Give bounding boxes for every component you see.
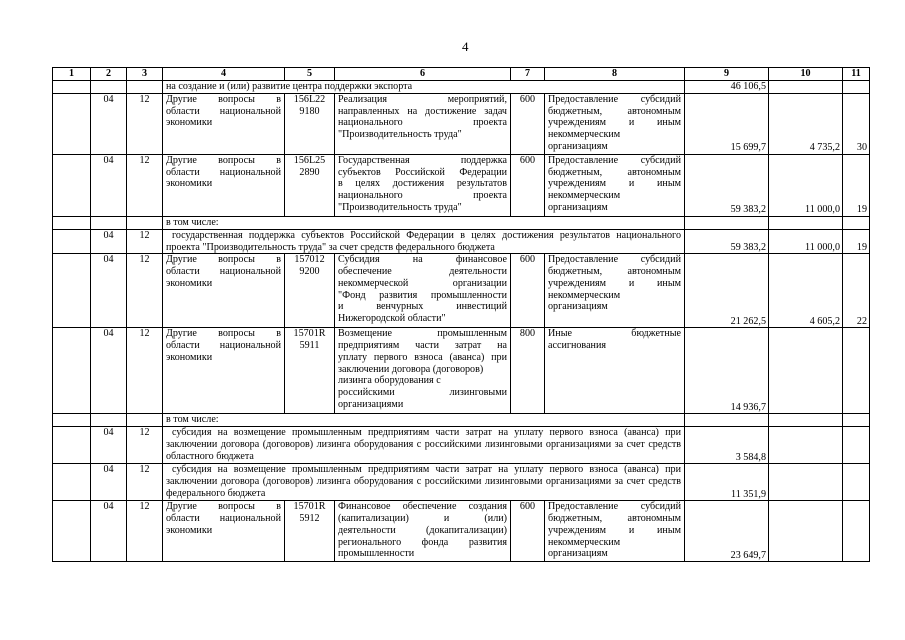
table-row	[53, 414, 870, 427]
cell-empty	[53, 230, 91, 254]
target-article: 156L22 9180	[285, 94, 335, 155]
cell-empty	[53, 427, 91, 464]
subsection-code: 12	[127, 94, 163, 155]
expense-type-code: 800	[511, 328, 545, 414]
header-cell: 11	[843, 68, 870, 81]
detail-text: субсидия на возмещение промышленным предприятиям части затрат на уплату первого взноса (аванса) при заключении договора (договоров) лизинга оборудования с российскими лизинговыми организациями за счет средств областного бюджета	[163, 427, 685, 464]
cell-empty	[53, 254, 91, 328]
amount-col10	[769, 328, 843, 414]
target-article-name: Реализация мероприятий, направленных на достижение задач национального проекта "Производительность труда"	[335, 94, 511, 155]
amount-col11	[843, 328, 870, 414]
amount-col11	[843, 501, 870, 562]
amount-col11	[843, 427, 870, 464]
header-cell: 3	[127, 68, 163, 81]
cell-empty	[53, 501, 91, 562]
table-row	[53, 328, 870, 414]
amount-col9	[685, 217, 769, 230]
amount-col9	[685, 414, 769, 427]
amount-col11: 19	[843, 155, 870, 217]
section-code: 04	[91, 328, 127, 414]
amount-col10	[769, 217, 843, 230]
subsection-code: 12	[127, 328, 163, 414]
cell-empty	[53, 464, 91, 501]
section-name: Другие вопросы в области национальной экономики	[163, 94, 285, 155]
expense-type-name: Иные бюджетные ассигнования	[545, 328, 685, 414]
amount-col9: 15 699,7	[685, 94, 769, 155]
cell-empty	[53, 414, 91, 427]
target-article-name: Возмещение промышленным предприятиям части затрат на уплату первого взноса (аванса) при заключении договора (договоров) лизинга оборудования с российскими лизинговыми организациями	[335, 328, 511, 414]
amount-col11: 22	[843, 254, 870, 328]
table-row	[53, 501, 870, 562]
subsection-code: 12	[127, 427, 163, 464]
header-cell: 5	[285, 68, 335, 81]
note-text: на создание и (или) развитие центра поддержки экспорта	[163, 81, 685, 94]
section-code: 04	[91, 155, 127, 217]
amount-col9: 3 584,8	[685, 427, 769, 464]
subsection-code: 12	[127, 230, 163, 254]
table-row	[53, 155, 870, 217]
amount-col10: 4 735,2	[769, 94, 843, 155]
section-code: 04	[91, 230, 127, 254]
target-article-name: Финансовое обеспечение создания (капитализации) и (или) деятельности (докапитализации) регионального фонда развития промышленности	[335, 501, 511, 562]
table-row	[53, 427, 870, 464]
cell-empty	[127, 217, 163, 230]
expense-type-code: 600	[511, 501, 545, 562]
expense-type-name: Предоставление субсидий бюджетным, автономным учреждениям и иным некоммерческим организациям	[545, 155, 685, 217]
amount-col11	[843, 217, 870, 230]
page-number: 4	[462, 39, 469, 54]
subsection-code: 12	[127, 254, 163, 328]
subsection-code: 12	[127, 155, 163, 217]
cell-empty	[53, 328, 91, 414]
section-code: 04	[91, 254, 127, 328]
subsection-code: 12	[127, 464, 163, 501]
subsection-code: 12	[127, 501, 163, 562]
table-row	[53, 464, 870, 501]
cell-empty	[53, 217, 91, 230]
target-article: 15701R 5912	[285, 501, 335, 562]
table-row	[53, 81, 870, 94]
cell-empty	[53, 81, 91, 94]
amount-col11: 19	[843, 230, 870, 254]
amount-col10: 4 605,2	[769, 254, 843, 328]
header-cell: 9	[685, 68, 769, 81]
detail-text: субсидия на возмещение промышленным предприятиям части затрат на уплату первого взноса (аванса) при заключении договора (договоров) лизинга оборудования с российскими лизинговыми организациями за счет средств федерального бюджета	[163, 464, 685, 501]
expense-type-name: Предоставление субсидий бюджетным, автономным учреждениям и иным некоммерческим организациям	[545, 254, 685, 328]
amount-col9: 46 106,5	[685, 81, 769, 94]
cell-empty	[53, 94, 91, 155]
amount-col11	[843, 464, 870, 501]
amount-col11	[843, 81, 870, 94]
amount-col11: 30	[843, 94, 870, 155]
detail-text: государственная поддержка субъектов Российской Федерации в целях достижения результатов национального проекта "Производительность труда" за счет средств федерального бюджета	[163, 230, 685, 254]
amount-col9: 59 383,2	[685, 230, 769, 254]
target-article-name: Государственная поддержка субъектов Российской Федерации в целях достижения результатов национального проекта "Производительность труда"	[335, 155, 511, 217]
amount-col9: 11 351,9	[685, 464, 769, 501]
amount-col10	[769, 464, 843, 501]
amount-col10: 11 000,0	[769, 155, 843, 217]
cell-empty	[91, 217, 127, 230]
amount-col9: 59 383,2	[685, 155, 769, 217]
amount-col9: 23 649,7	[685, 501, 769, 562]
table-row	[53, 254, 870, 328]
expense-type-name: Предоставление субсидий бюджетным, автономным учреждениям и иным некоммерческим организациям	[545, 501, 685, 562]
header-cell: 7	[511, 68, 545, 81]
expense-type-name: Предоставление субсидий бюджетным, автономным учреждениям и иным некоммерческим организациям	[545, 94, 685, 155]
table-row	[53, 230, 870, 254]
table-row	[53, 94, 870, 155]
header-row	[53, 68, 870, 81]
cell-empty	[127, 81, 163, 94]
amount-col10	[769, 81, 843, 94]
table-row	[53, 217, 870, 230]
note-text: в том числе:	[163, 217, 685, 230]
target-article: 15701R 5911	[285, 328, 335, 414]
section-code: 04	[91, 427, 127, 464]
section-name: Другие вопросы в области национальной экономики	[163, 328, 285, 414]
cell-empty	[53, 155, 91, 217]
amount-col10: 11 000,0	[769, 230, 843, 254]
target-article-name: Субсидия на финансовое обеспечение деятельности некоммерческой организации "Фонд развития промышленности и венчурных инвестиций Нижегородской области"	[335, 254, 511, 328]
expense-type-code: 600	[511, 94, 545, 155]
amount-col10	[769, 427, 843, 464]
budget-table	[52, 67, 870, 562]
section-code: 04	[91, 94, 127, 155]
header-cell: 8	[545, 68, 685, 81]
header-cell: 6	[335, 68, 511, 81]
expense-type-code: 600	[511, 254, 545, 328]
cell-empty	[91, 414, 127, 427]
section-name: Другие вопросы в области национальной экономики	[163, 155, 285, 217]
header-cell: 1	[53, 68, 91, 81]
section-name: Другие вопросы в области национальной экономики	[163, 254, 285, 328]
section-code: 04	[91, 501, 127, 562]
amount-col9: 21 262,5	[685, 254, 769, 328]
amount-col11	[843, 414, 870, 427]
header-cell: 10	[769, 68, 843, 81]
section-code: 04	[91, 464, 127, 501]
amount-col9: 14 936,7	[685, 328, 769, 414]
section-name: Другие вопросы в области национальной экономики	[163, 501, 285, 562]
header-cell: 4	[163, 68, 285, 81]
header-cell: 2	[91, 68, 127, 81]
note-text: в том числе:	[163, 414, 685, 427]
amount-col10	[769, 501, 843, 562]
target-article: 157012 9200	[285, 254, 335, 328]
expense-type-code: 600	[511, 155, 545, 217]
cell-empty	[127, 414, 163, 427]
amount-col10	[769, 414, 843, 427]
target-article: 156L25 2890	[285, 155, 335, 217]
cell-empty	[91, 81, 127, 94]
